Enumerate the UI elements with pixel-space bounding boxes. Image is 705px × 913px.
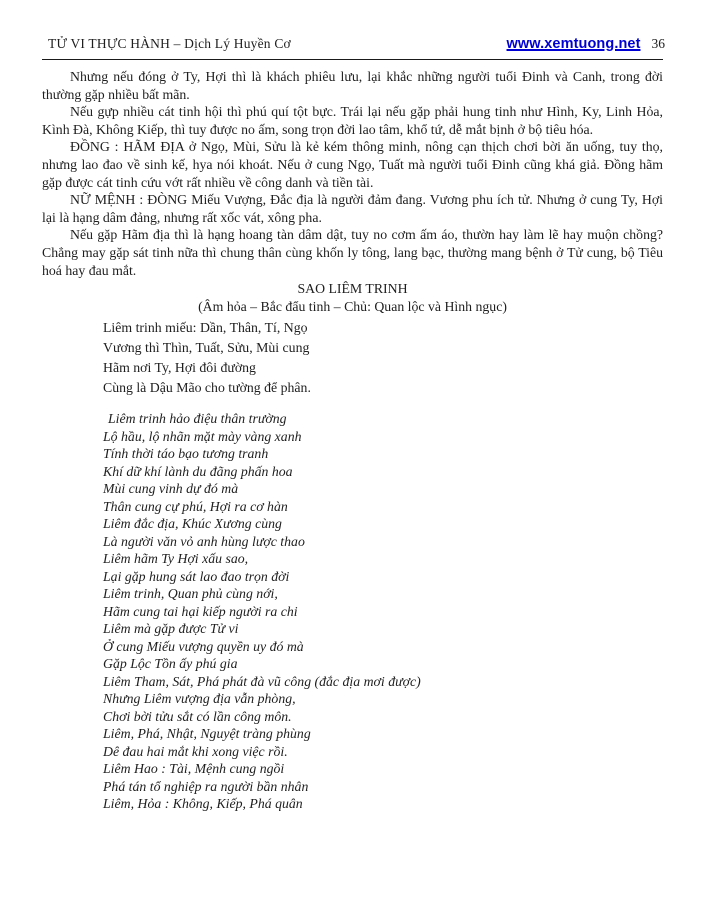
verse-line: Liêm trinh, Quan phủ cùng nới, — [103, 586, 278, 602]
verse-line: Liêm Tham, Sát, Phá phát đà vũ công (đắc địa mơi được) — [103, 673, 421, 689]
paragraph: NỮ MỆNH : ĐÒNG Miếu Vượng, Đắc địa là người đảm đang. Vương phu ích tử. Nhưng ở cung Ty, Hợi lại là hạng dâm đảng, nhưng rất xốc vát, xông pha. — [42, 192, 663, 225]
verse-line: Liêm hãm Ty Hợi xấu sao, — [103, 551, 249, 567]
header-title: TỬ VI THỰC HÀNH – Dịch Lý Huyền Cơ — [48, 36, 291, 51]
verse-line: Là người văn vỏ anh hùng lược thao — [103, 533, 305, 549]
verse-line: Liêm mà gặp được Tử vi — [103, 621, 239, 637]
paragraph: Nếu gặp Hãm địa thì là hạng hoang tàn dâm dật, tuy no cơm ấm áo, thườn hay làm lẽ hay muộn chồng? Chẳng may gặp sát tinh nữa thì chung thân cùng khốn ly tông, lang bạc, thường mang bệnh ở Tử cung, bộ Tiêu hoá hay đau mắt. — [42, 227, 663, 278]
verse-line: Liêm Hao : Tài, Mệnh cung ngồi — [103, 761, 285, 777]
verse-line: Tính thời táo bạo tương tranh — [103, 446, 269, 462]
verse-line: Liêm trinh hảo điệu thân trường — [108, 411, 287, 427]
verse-line: Liêm, Hỏa : Không, Kiếp, Phá quân — [103, 796, 303, 812]
verse-line: Lại gặp hung sát lao đao trọn đời — [103, 568, 290, 584]
verse-line: Liêm đắc địa, Khúc Xương cùng — [103, 516, 282, 532]
paragraph: Nhưng nếu đóng ở Ty, Hợi thì là khách phiêu lưu, lại khắc những người tuổi Đinh và Canh, trong đời thường gặp nhiều bất mãn. — [42, 69, 663, 102]
verse-line: Lộ hầu, lộ nhãn mặt mày vàng xanh — [103, 428, 302, 444]
site-link[interactable]: www.xemtuong.net — [506, 36, 641, 52]
verse-italic — [103, 410, 663, 813]
page-number: 36 — [651, 36, 665, 51]
verse-line: Khí dữ khí lành du đãng phấn hoa — [103, 463, 293, 479]
verse-line: Chơi bời tửu sắt có lần công môn. — [103, 708, 292, 724]
header-right — [507, 36, 665, 52]
verse-line: Phá tán tổ nghiệp ra người bần nhân — [103, 778, 309, 794]
verse-line: Dê đau hai mắt khi xong việc rồi. — [103, 743, 288, 759]
verse-line: Ở cung Miếu vượng quyền uy đó mà — [103, 638, 304, 654]
verse-line: Hãm cung tai hại kiếp người ra chi — [103, 603, 298, 619]
verse-line: Liêm trinh miếu: Dần, Thân, Tí, Ngọ — [103, 320, 308, 336]
verse-line: Thân cung cự phú, Hợi ra cơ hàn — [103, 498, 288, 514]
verse-line: Hãm nơi Ty, Hợi đôi đường — [103, 359, 256, 375]
paragraph: ĐỒNG : HÃM ĐỊA ở Ngọ, Mùi, Sửu là kẻ kém thông minh, nông cạn thịch chơi bời ăn uống, tuy thọ, nhưng lao đao về sinh kế, hya nói khoát. Nếu ở cung Ngọ, Tuất mà người tuổi Đinh cũng khá giả. Đồng hãm gặp được cát tinh cứu vớt rất nhiều về công danh và tiền tài. — [42, 139, 663, 190]
section-heading: SAO LIÊM TRINH — [297, 281, 408, 297]
section-subheading: (Âm hỏa – Bắc đẩu tinh – Chủ: Quan lộc và Hình ngục) — [198, 299, 507, 315]
verse-upright — [103, 318, 663, 397]
paragraph: Nếu gựp nhiều cát tinh hội thì phú quí tột bực. Trái lại nếu gặp phải hung tinh như Hình, Ky, Linh Hỏa, Kình Đà, Không Kiếp, thì tuy được no ấm, song trọn đời lao tâm, khổ tứ, dễ mắt bịnh ở bộ tiêu hóa. — [42, 104, 663, 137]
verse-line: Vương thì Thìn, Tuất, Sửu, Mùi cung — [103, 339, 310, 355]
document-body — [0, 60, 705, 813]
page-header — [0, 0, 705, 52]
verse-line: Nhưng Liêm vượng địa vẫn phòng, — [103, 691, 296, 707]
verse-line: Liêm, Phá, Nhật, Nguyệt tràng phùng — [103, 726, 311, 742]
verse-line: Gặp Lộc Tồn ấy phú gia — [103, 656, 238, 672]
verse-line: Mùi cung vinh dự đó mà — [103, 481, 239, 497]
verse-line: Cùng là Dậu Mão cho tường để phân. — [103, 379, 311, 395]
